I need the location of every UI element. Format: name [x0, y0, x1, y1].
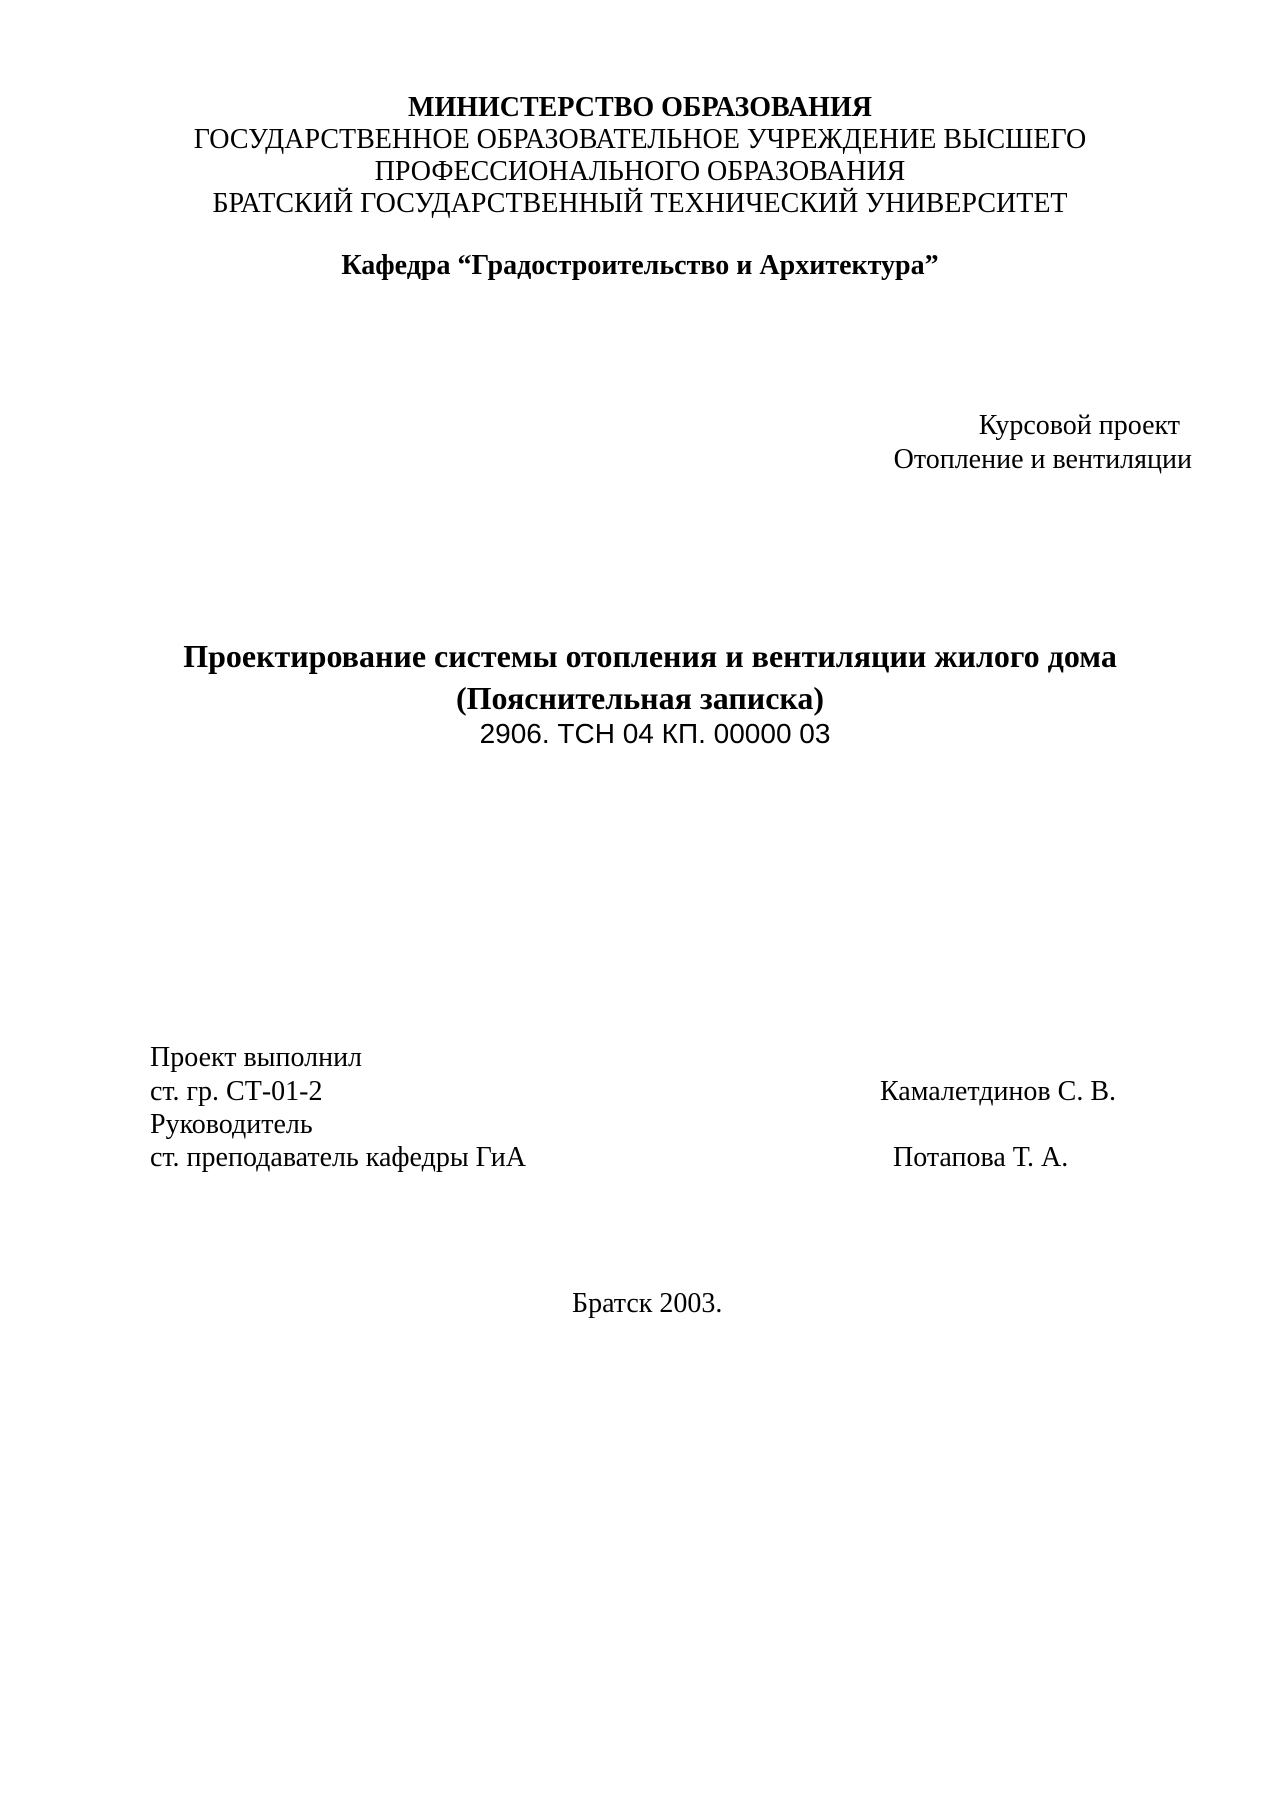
document-subtitle: (Пояснительная записка)	[456, 680, 824, 716]
institution-line-2: ПРОФЕССИОНАЛЬНОГО ОБРАЗОВАНИЯ	[374, 156, 906, 187]
department-name: Кафедра “Градостроительство и Архитектура”	[341, 250, 939, 281]
supervisor-name: Потапова Т. А.	[893, 1142, 1069, 1173]
project-type: Курсовой проект	[978, 410, 1180, 441]
student-name: Камалетдинов С. В.	[880, 1076, 1116, 1107]
city-year: Братск 2003.	[572, 1288, 723, 1319]
university-name: БРАТСКИЙ ГОСУДАРСТВЕННЫЙ ТЕХНИЧЕСКИЙ УНИВЕРСИТЕТ	[212, 188, 1068, 219]
institution-line-1: ГОСУДАРСТВЕННОЕ ОБРАЗОВАТЕЛЬНОЕ УЧРЕЖДЕНИЕ ВЫСШЕГО	[193, 124, 1087, 155]
supervisor-position: ст. преподаватель кафедры ГиА	[150, 1142, 526, 1173]
document-code: 2906. ТСН 04 КП. 00000 03	[479, 718, 831, 749]
supervisor-label: Руководитель	[150, 1109, 313, 1140]
performed-label: Проект выполнил	[150, 1042, 363, 1073]
ministry-heading: МИНИСТЕРСТВО ОБРАЗОВАНИЯ	[408, 92, 872, 123]
project-discipline: Отопление и вентиляции	[893, 444, 1192, 475]
document-title: Проектирование системы отопления и вентиляции жилого дома	[183, 638, 1117, 674]
student-group: ст. гр. СТ-01-2	[150, 1076, 323, 1107]
